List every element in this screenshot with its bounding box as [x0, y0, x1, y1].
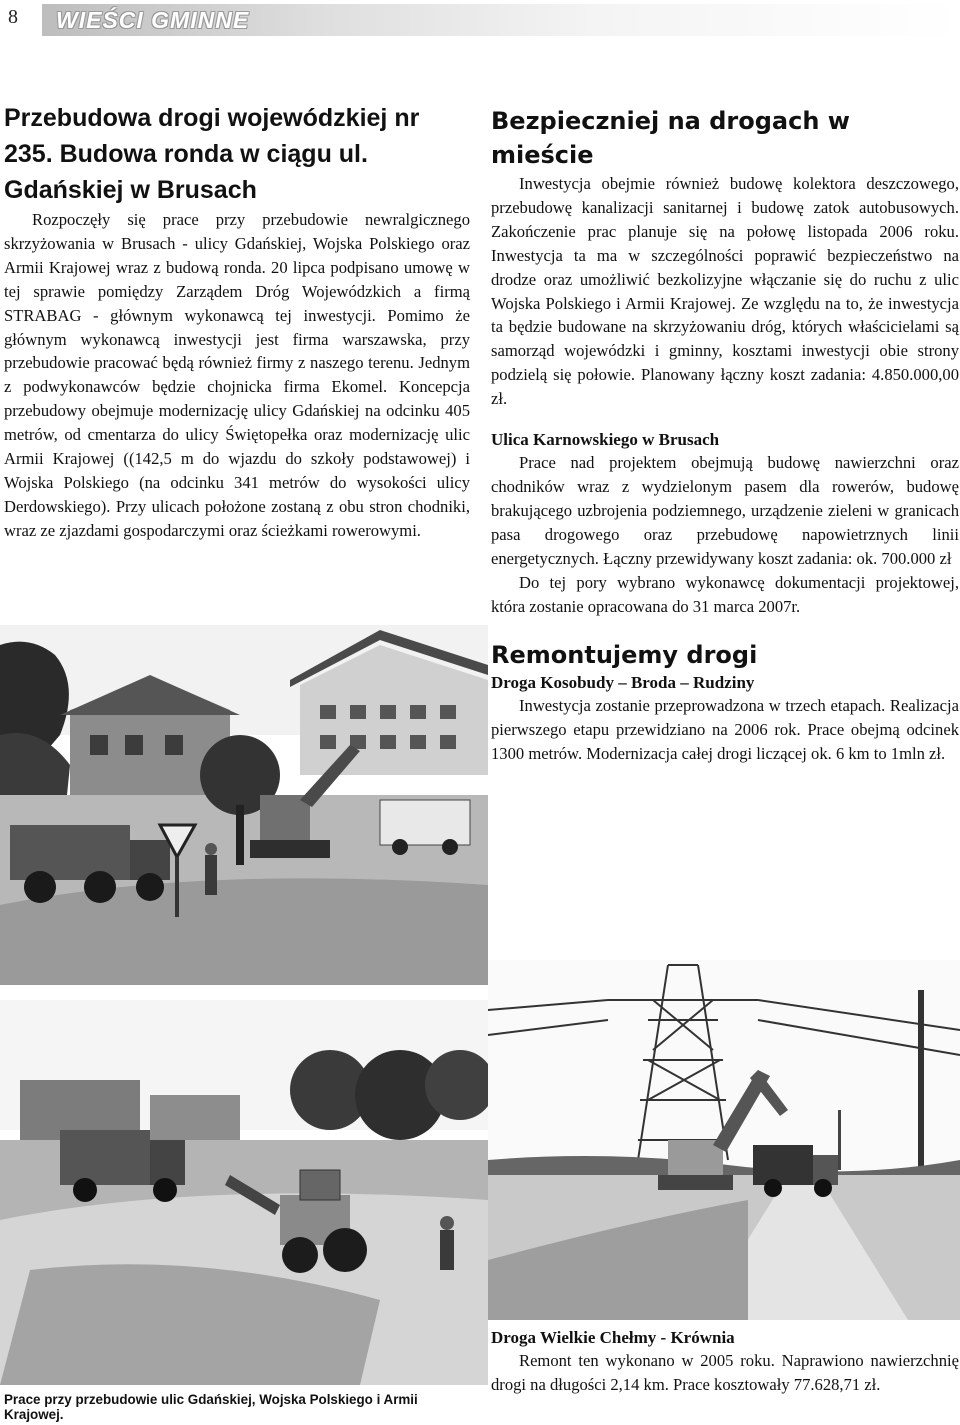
- section-subtitle-kosobudy: Droga Kosobudy – Broda – Rudziny: [491, 673, 755, 693]
- section-body-bezpieczniej: Inwestycja obejmie również budowę kolektora deszczowego, przebudowę kanalizacji sanitarnej i budowę zatok autobusowych. Zakończenie prac planuje się na połowę listopada 2006 roku. Inwestycja ta ma w szczególności poprawić bezpieczeństwo na drodze oraz umożliwić bezkolizyjne włączanie się do ruchu z ulic Wojska Polskiego i Armii Krajowej. Ze względu na to, że inwestycja ta będzie budowane na skrzyżowaniu dróg, których właścicielami są samorząd wojewódzki i gminny, kosztami inwestycji obie strony podzielą się połowie. Planowany łączny koszt zadania: 4.850.000,00 zł.: [491, 174, 959, 409]
- masthead-title: WIEŚCI GMINNE: [56, 7, 250, 33]
- article-title: Przebudowa drogi wojewódzkiej nr 235. Budowa ronda w ciągu ul. Gdańskiej w Brusach: [4, 104, 420, 204]
- page-header: [0, 0, 960, 40]
- section-title-wielkie-chelmy: Droga Wielkie Chełmy - Krównia: [491, 1328, 735, 1347]
- page-number: 8: [8, 6, 18, 28]
- photo-tractor-site: [0, 1000, 488, 1385]
- photo-road-kosobudy: [488, 960, 960, 1320]
- section-title-remontujemy: Remontujemy drogi: [491, 641, 758, 670]
- article-left: [4, 100, 470, 543]
- section-body-karnowskiego-1: Prace nad projektem obejmują budowę nawierzchni oraz chodników wraz z wydzielonym pasem dla rowerów, budowę brakującego uzbrojenia podziemnego, urządzenie zieleni w granicach pasa drogowego oraz przebudowę napowietrznych linii energetycznych. Łączny przewidywany koszt zadania: ok. 700.000 zł: [491, 453, 959, 568]
- section-title-karnowskiego: Ulica Karnowskiego w Brusach: [491, 430, 720, 450]
- photo-roundabout-construction-image: [0, 625, 488, 985]
- section-wielkie-chelmy: [491, 1327, 959, 1397]
- article-body: Rozpoczęły się prace przy przebudowie newralgicznego skrzyżowania w Brusach - ulicy Gdańskiej, Wojska Polskiego oraz Armii Krajowej wraz z budową ronda. 20 lipca podpisano umowę w tej sprawie pomiędzy Zarządem Dróg Wojewódzkich a firmą STRABAG - głównym wykonawcą tej inwestycji. Pomimo że głównym wykonawcą inwestycji jest firma warszawska, przy przebudowie pracować będą również firmy z naszego terenu. Jednym z podwykonawców będzie chojnicka firma Ekomel. Koncepcja przebudowy obejmuje modernizację ulicy Gdańskiej na odcinku 405 metrów, od cmentarza do ulicy Świętopełka oraz modernizację ulic Armii Krajowej ((142,5 m do wjazdu do szkoły podstawowej) i Wojska Polskiego (na odcinku 341 metrów do wysokości ulicy Derdowskiego). Przy ulicach położone zostaną z obu stron chodniki, wraz ze zjazdami gospodarczymi oraz ścieżkami rowerowymi.: [4, 210, 470, 540]
- section-body-karnowskiego-2: Do tej pory wybrano wykonawcę dokumentacji projektowej, która zostanie opracowana do 31 marca 2007r.: [491, 572, 959, 616]
- photo-roundabout-construction: [0, 625, 488, 985]
- section-title-bezpieczniej: Bezpieczniej na drogach w mieście: [491, 107, 850, 169]
- photo-road-kosobudy-image: [488, 960, 960, 1320]
- photo-tractor-site-image: [0, 1000, 488, 1385]
- photo-caption: Prace przy przebudowie ulic Gdańskiej, Wojska Polskiego i Armii Krajowej.: [4, 1392, 418, 1422]
- article-right: [491, 104, 959, 766]
- section-body-wielkie-chelmy: Remont ten wykonano w 2005 roku. Naprawiono nawierzchnię drogi na długości 2,14 km. Prace kosztowały 77.628,71 zł.: [491, 1351, 959, 1394]
- section-body-kosobudy: Inwestycja zostanie przeprowadzona w trzech etapach. Realizacja pierwszego etapu przewidziano na 2006 rok. Prace obejmą odcinek 1300 metrów. Modernizacja całej drogi liczącej ok. 6 km to 1mln zł.: [491, 696, 959, 764]
- masthead-banner: [42, 4, 960, 36]
